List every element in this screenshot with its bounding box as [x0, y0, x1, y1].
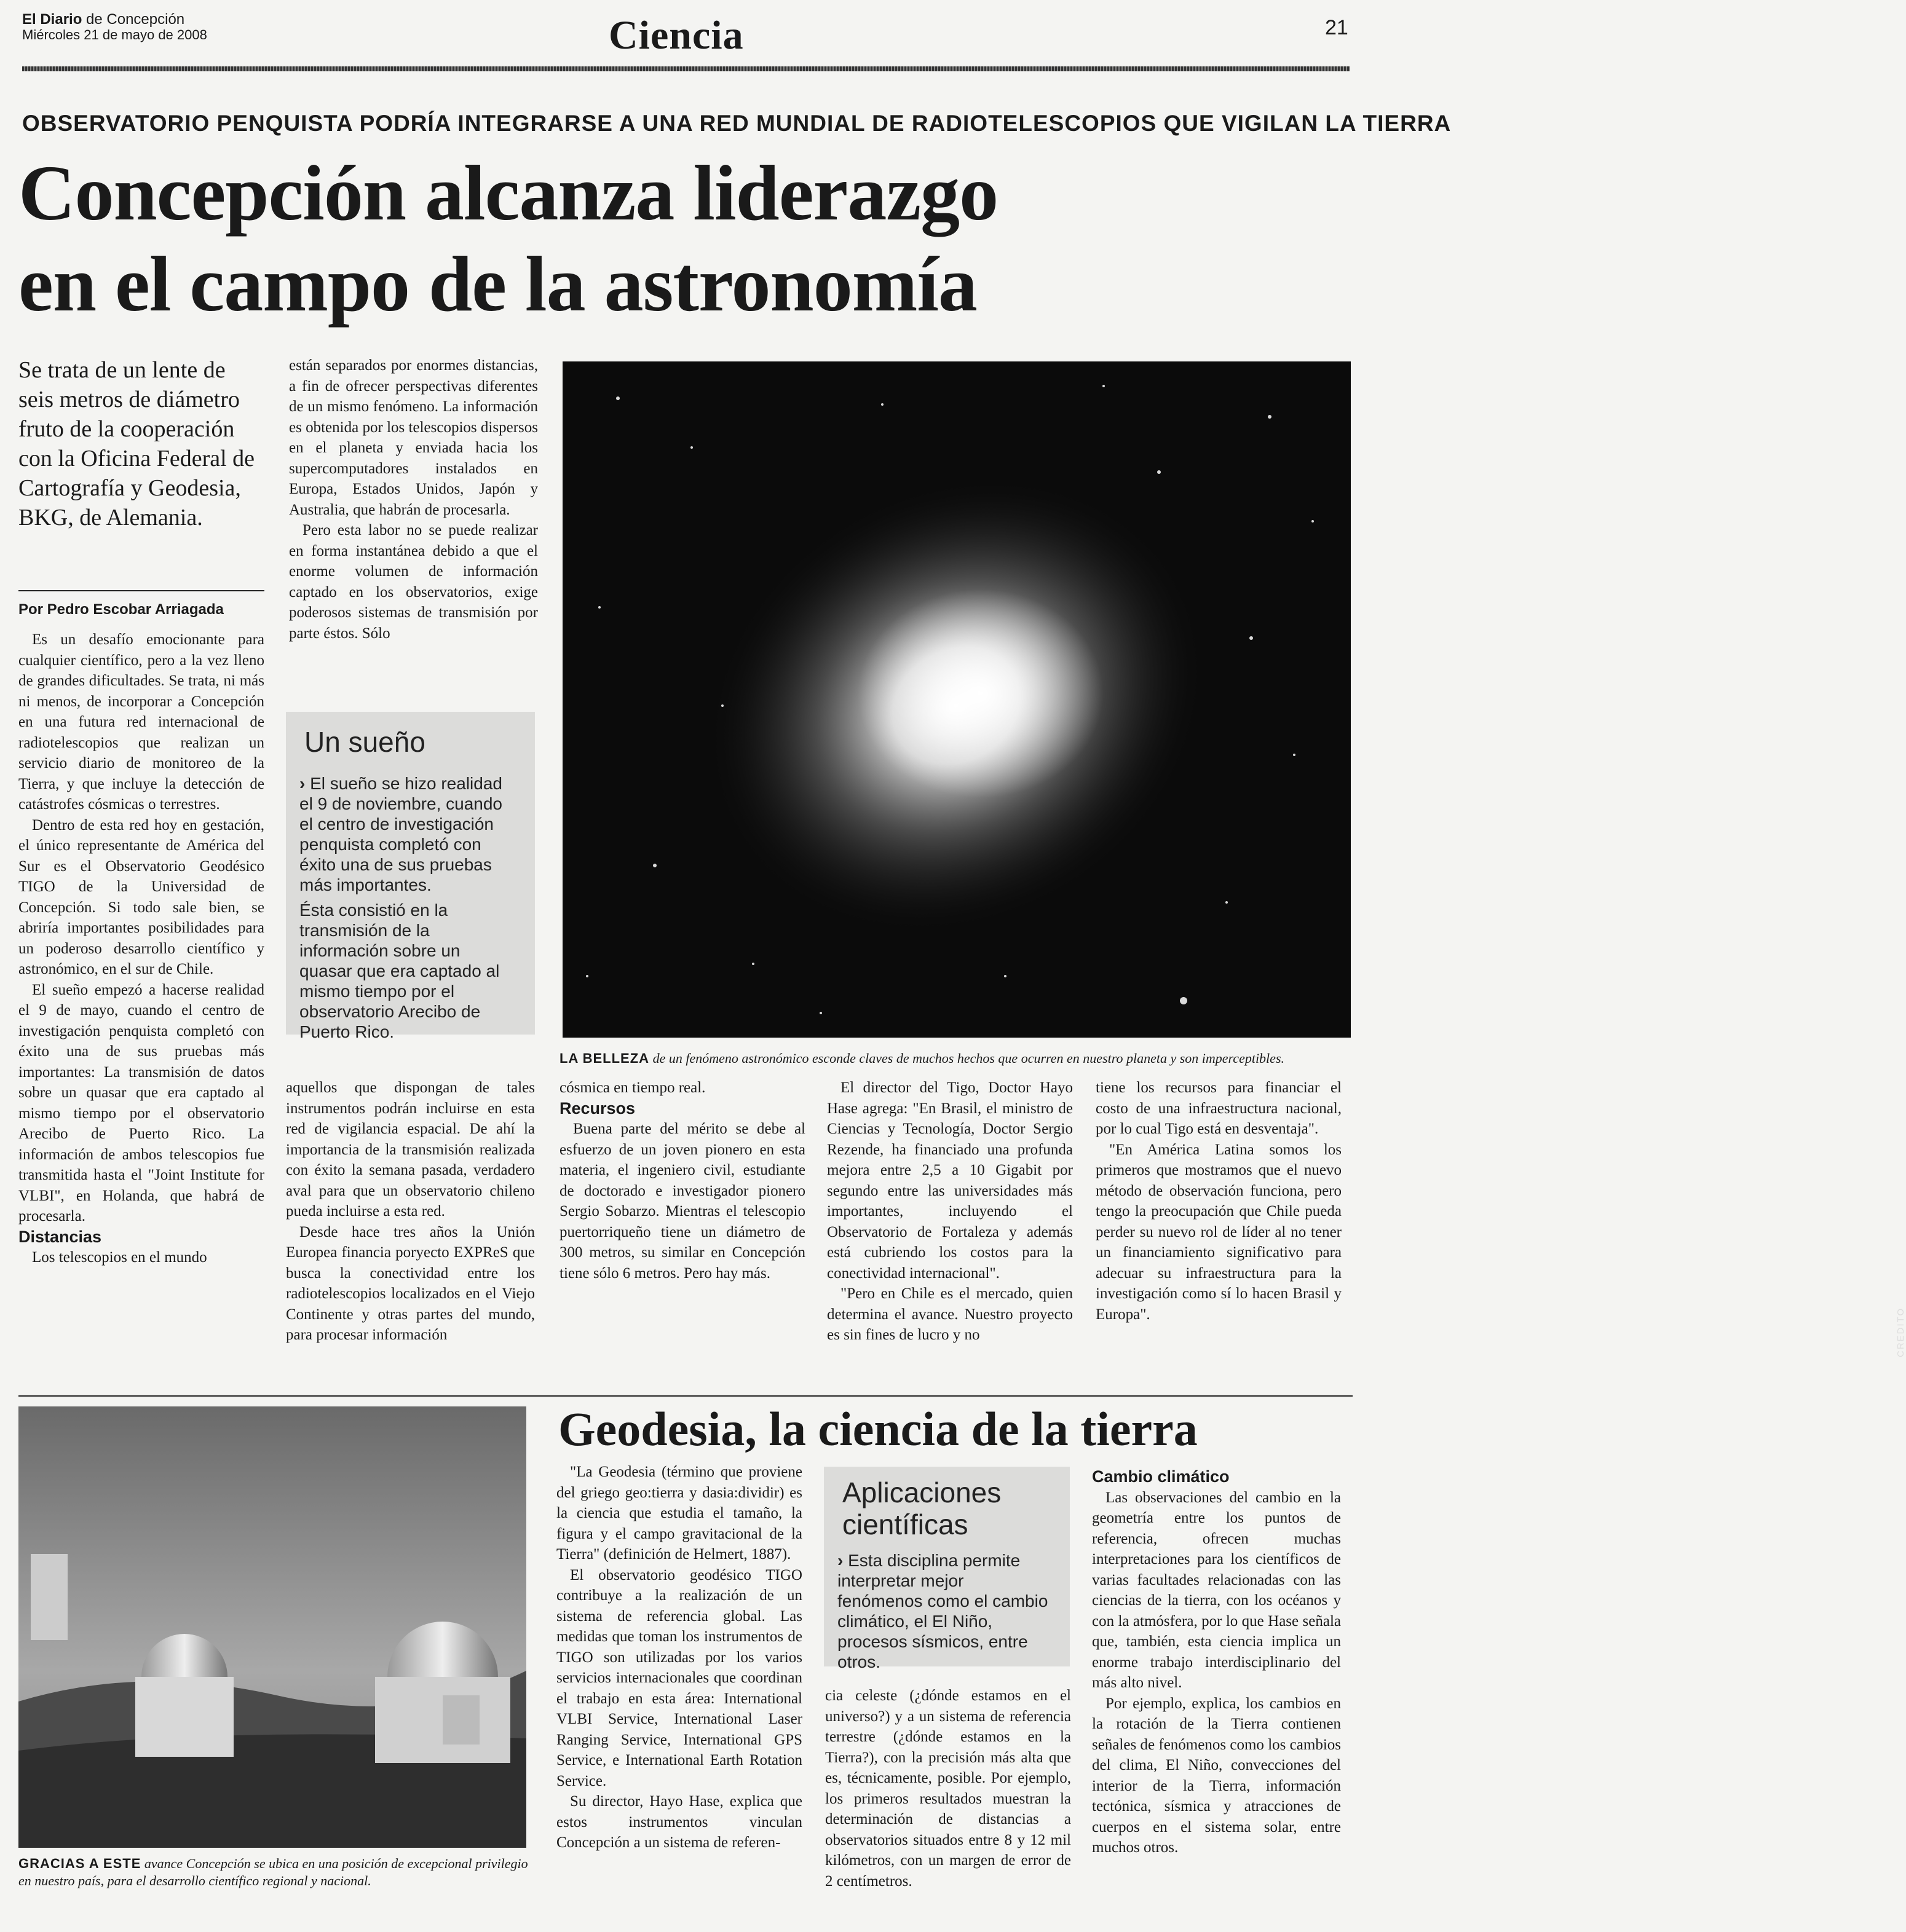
section-divider: [18, 1395, 1353, 1397]
sidebar-un-sueno: [286, 712, 535, 1041]
geodesia-headline: Geodesia, la ciencia de la tierra: [558, 1402, 1198, 1456]
sidebar-apps-title: Aplicaciones científicas: [842, 1477, 1002, 1540]
masthead-date: Miércoles 21 de mayo de 2008: [22, 27, 207, 42]
article-column-2-bottom: aquellos que dispongan de tales instrumentos podrán incluirse en esta red de vigilancia espacial. De ahí la importancia de la transmisión realizada con éxito la semana pasada, verdadero aval para que un observatorio chileno pueda incluirse a esta red. Desde hace tres años la Unión Europea financia poryecto EXPReS que busca la conectividad entre los radiotelescopios localizados en el Viejo Continente y otras partes del mundo, para procesar información: [286, 1079, 535, 1343]
byline-rule: [18, 590, 264, 591]
overline: OBSERVATORIO PENQUISTA PODRÍA INTEGRARSE A UNA RED MUNDIAL DE RADIOTELESCOPIOS QUE VIGILAN LA TIERRA: [22, 111, 1452, 136]
masthead-rule: [22, 66, 1350, 71]
sidebar-title: Un sueño: [304, 726, 425, 758]
subhead-cambio-climatico: Cambio climático: [1092, 1467, 1230, 1486]
deck: Se trata de un lente de seis metros de diámetro fruto de la cooperación con la Oficina Federal de Cartografía y Geodesia, BKG, de Alemania.: [18, 357, 255, 530]
byline: Por Pedro Escobar Arriagada: [18, 601, 224, 618]
headline: Concepción alcanza liderazgo en el campo de la astronomía: [18, 149, 998, 328]
subhead-recursos: Recursos: [560, 1098, 636, 1118]
observatory-caption: GRACIAS A ESTE avance Concepción se ubica en una posición de excepcional privilegio en nuestro país, para el desarrollo científico regional y nacional.: [18, 1856, 528, 1888]
page-number: 21: [1325, 16, 1348, 39]
nebula-caption: LA BELLEZA de un fenómeno astronómico esconde claves de muchos hechos que ocurren en nuestro planeta y son imperceptibles.: [560, 1051, 1284, 1066]
article-column-2-top: están separados por enormes distancias, a fin de ofrecer perspectivas diferentes de un mismo fenómeno. La información es obtenida por los telescopios dispersos en el planeta y enviada hacia los supercomputadores instalados en Europa, Estados Unidos, Japón y Australia, que habrán de procesarla. Pero esta labor no se puede realizar en forma instantánea debido a que el enorme volumen de información captado en los observatorios, exige poderosos sistemas de transmisión por parte éstos. Sólo: [289, 357, 538, 642]
nebula-image: [563, 361, 1351, 1038]
article-column-3: cósmica en tiempo real. Recursos Buena parte del mérito se debe al esfuerzo de un joven pionero en esta materia, el ingeniero civil, estudiante de doctorado e investigador pionero Sergio Sobarzo. Mientras el telescopio puertorriqueño tiene un diámetro de 300 metros, su similar en Concepción tiene sólo 6 metros. Pero hay más.: [560, 1079, 805, 1282]
photo-credit: CREDITO: [1896, 1307, 1906, 1357]
observatory-photo: [18, 1406, 526, 1848]
sidebar-aplicaciones: [824, 1467, 1070, 1671]
sidebar-apps-text: › Esta disciplina permite interpretar mejor fenómenos como el cambio climático, el El Niño, procesos sísmicos, entre otros.: [837, 1551, 1048, 1671]
article-column-4: El director del Tigo, Doctor Hayo Hase agrega: "En Brasil, el ministro de Ciencias y Tecnología, Doctor Sergio Rezende, ha financiado una profunda mejora entre 2,5 a 10 Gigabit por segundo entre las universidades más importantes, incluyendo el Observatorio de Fortaleza y además está cubriendo los costos para la conectividad internacional". "Pero en Chile es el mercado, quien determina el avance. Nuestro proyecto es sin fines de lucro y no: [827, 1079, 1073, 1343]
article-column-5: tiene los recursos para financiar el costo de una infraestructura nacional, por lo cual Tigo está en desventaja". "En América Latina somos los primeros que mostramos que el nuevo método de observación funciona, pero tengo la preocupación que Chile pueda perder su nuevo rol de líder al no tener un financiamiento significativo para adecuar su infraestructura para la investigación como sí lo hacen Brasil y Europa".: [1096, 1079, 1342, 1323]
masthead-paper-name: El Diario de Concepción: [22, 11, 185, 28]
arrow-icon: ›: [837, 1551, 844, 1570]
article-column-1: Es un desafío emocionante para cualquier científico, pero a la vez lleno de grandes dificultades. Se trata, ni más ni menos, de incorporar a Concepción en una futura red internacional de radiotelescopios que realizan un servicio diario de monitoreo de la Tierra, y que incluye la detección de catástrofes cósmicas o terrestres. Dentro de esta red hoy en gestación, el único representante de América del Sur es el Observatorio Geodésico TIGO de la Universidad de Concepción. Si todo sale bien, se abriría importantes posibilidades para un poderoso desarrollo científico y astronómico, en el sur de Chile. El sueño empezó a hacerse realidad el 9 de mayo, cuando el centro de investigación penquista completó con éxito una de sus pruebas más importantes: La transmisión de datos sobre un quasar que era captado al mismo tiempo por el observatorio Arecibo de Puerto Rico. La información de ambos telescopios fue transmitida hasta el "Joint Institute for VLBI", en Holanda, que habrá de procesarla. Distancias Los telescopios en el mundo: [18, 631, 264, 1266]
geodesia-column-c: Cambio climático Las observaciones del cambio en la geometría entre los puntos de referencia, ofrecen muchas interpretaciones para los científicos de varias facultades relacionadas con las ciencias de la tierra, con los océanos y con la atmósfera, por lo que Hase señala que, también, esta ciencia implica un enorme trabajo interdisciplinario del más alto nivel. Por ejemplo, explica, los cambios en la rotación de la Tierra contienen señales de fenómenos como los cambios del clima, El Niño, convecciones del interior de la Tierra, información tectónica, sísmica y atracciones de cuerpos en el sistema solar, entre muchos otros.: [1092, 1467, 1341, 1856]
geodesia-column-b: cia celeste (¿dónde estamos en el universo?) y a un sistema de referencia terrestre (¿dónde estamos en la Tierra?), con la precisión más alta que es, técnicamente, posible. Por ejemplo, los primeros resultados muestran la determinación de distancias a observatorios situados entre 8 y 12 mil kilómetros, con un margen de error de 2 centímetros.: [825, 1687, 1071, 1890]
sidebar-text: › El sueño se hizo realidad el 9 de noviembre, cuando el centro de investigación penquista completó con éxito una de sus pruebas más importantes. Ésta consistió en la transmisión de la información sobre un quasar que era captado al mismo tiempo por el observatorio Arecibo de Puerto Rico.: [299, 774, 502, 1041]
arrow-icon: ›: [299, 774, 306, 793]
observatory-image: [18, 1406, 526, 1848]
section-title: Ciencia: [609, 13, 744, 58]
subhead-distancias: Distancias: [18, 1227, 102, 1246]
geodesia-column-a: "La Geodesia (término que proviene del griego geo:tierra y dasia:dividir) es la ciencia que estudia el tamaño, la figura y el campo gravitacional de la Tierra" (definición de Helmert, 1887). El observatorio geodésico TIGO contribuye a la realización de un sistema de referencia global. Las medidas que toman los instrumentos de TIGO son utilizadas por los varios servicios internacionales que coordinan el trabajo en esta área: International VLBI Service, International Laser Ranging Service, International GPS Service, e International Earth Rotation Service. Su director, Hayo Hase, explica que estos instrumentos vinculan Concepción a un sistema de referen-: [556, 1464, 802, 1851]
